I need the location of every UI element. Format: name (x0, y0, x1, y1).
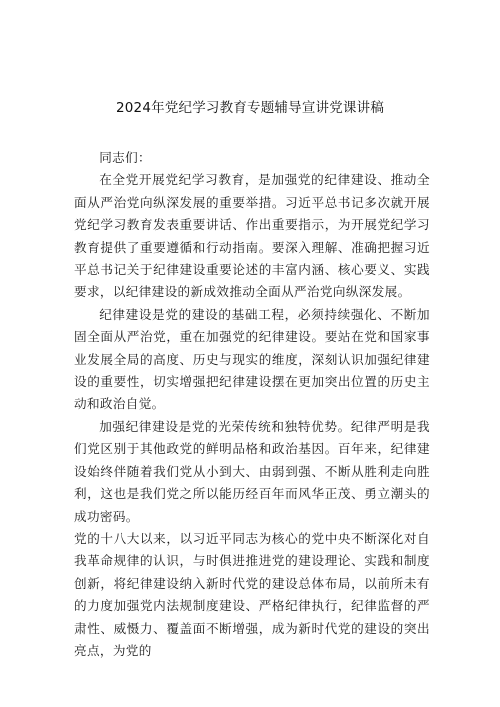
greeting: 同志们： (99, 150, 151, 165)
document-title: 2024年党纪学习教育专题辅导宣讲党课讲稿 (115, 100, 385, 116)
paragraph-2: 纪律建设是党的建设的基础工程，必须持续强化、不断加固全面从严治党，重在加强党的纪律建设。要站在党和国家事业发展全局的高度、历史与现实的维度，深刻认识加强纪律建设的重要性，切实增强把纪律建设摆在更加突出位置的历史主动和政治自觉。 (74, 306, 430, 412)
paragraph-1: 在全党开展党纪学习教育，是加强党的纪律建设、推动全面从严治党向纵深发展的重要举措。习近平总书记多次就开展党纪学习教育发表重要讲话、作出重要指示，为开展党纪学习教育提供了重要遵循和行动指南。要深入理解、准确把握习近平总书记关于纪律建设重要论述的丰富内涵、核心要义、实践要求，以纪律建设的新成效推动全面从严治党向纵深发展。 (74, 172, 430, 300)
paragraph-4: 党的十八大以来，以习近平同志为核心的党中央不断深化对自我革命规律的认识，与时俱进推进党的建设理论、实践和制度创新，将纪律建设纳入新时代党的建设总体布局，以前所未有的力度加强党内法规制度建设、严格纪律执行，纪律监督的严肃性、威慑力、覆盖面不断增强，成为新时代党的建设的突出亮点，为党的 (74, 530, 430, 658)
document-body (74, 147, 430, 662)
paragraph-3: 加强纪律建设是党的光荣传统和独特优势。纪律严明是我们党区别于其他政党的鲜明品格和政治基因。百年来，纪律建设始终伴随着我们党从小到大、由弱到强、不断从胜利走向胜利，这也是我们党之所以能历经百年而风华正茂、勇立潮头的成功密码。 (74, 418, 430, 524)
